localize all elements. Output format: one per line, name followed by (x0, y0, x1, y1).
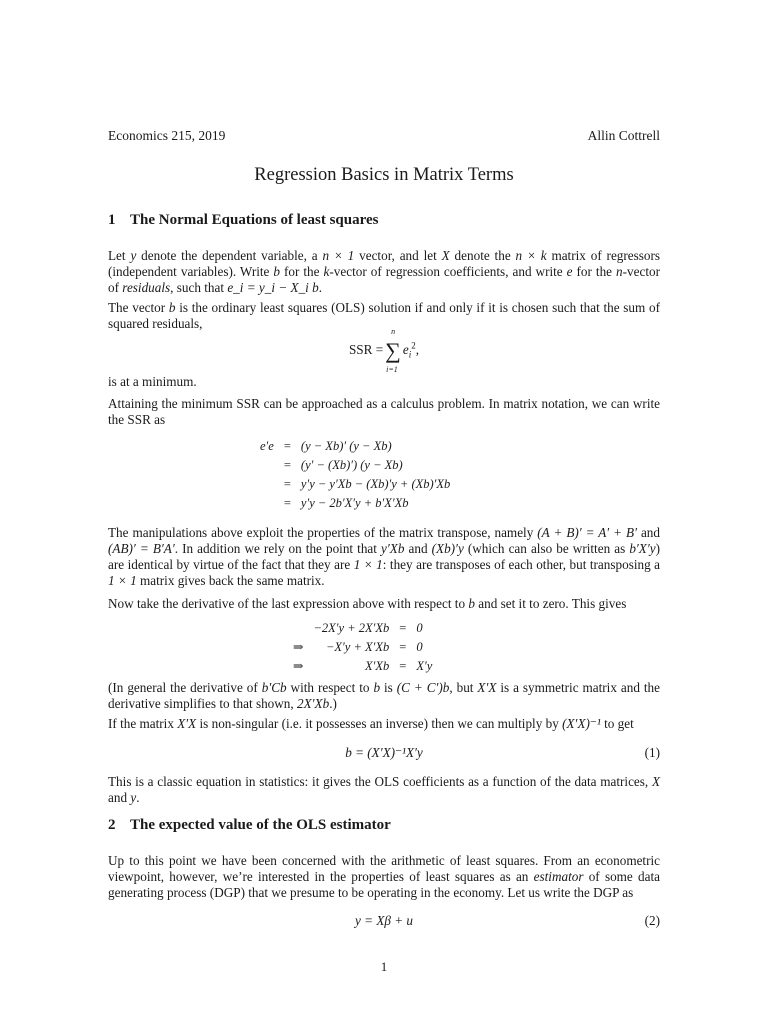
math: (A + B)′ = A′ + B′ (537, 525, 637, 540)
math: 2X′Xb (297, 696, 330, 711)
text: This is a classic equation in statistics: it gives the OLS coefficients as a function of the data matrices, (108, 774, 652, 789)
text: is a symmetric matrix and the derivative simplifies to that shown, (108, 680, 660, 711)
text: Up to this point we have been concerned with the arithmetic of least squares. From an econometric viewpoint, however, we’re interested in the properties of least squares as an (108, 853, 660, 884)
math: X (651, 774, 660, 789)
emphasis: residuals (122, 280, 171, 295)
text: and (404, 541, 432, 556)
math: (AB)′ = B′A′ (108, 541, 175, 556)
paragraph-minimum: is at a minimum. (108, 374, 197, 389)
text: vector, and let (354, 248, 442, 263)
text: -vector of (108, 264, 660, 295)
math: 1 × 1 (353, 557, 383, 572)
sum-symbol: ∑ n i=1 (385, 327, 401, 374)
text: .) (329, 696, 337, 711)
text: is the ordinary least squares (OLS) solution if and only if it is chosen such that the sum of squared residuals, (108, 300, 660, 331)
text: for the (280, 264, 324, 279)
math: y′Xb (381, 541, 405, 556)
paragraph-calculus: Attaining the minimum SSR can be approached as a calculus problem. In matrix notation, we can write the SSR as (108, 396, 660, 427)
running-header (108, 128, 660, 144)
equation-dgp: y = Xβ + u (354, 913, 414, 928)
text: (which can also be written as (463, 541, 630, 556)
equation-normal-equations (288, 619, 437, 676)
text: denote the (449, 248, 516, 263)
text: is non-singular (i.e. it possesses an inverse) then we can multiply by (196, 716, 563, 731)
text: matrix gives back the same matrix. (136, 573, 325, 588)
math: n × 1 (322, 248, 355, 263)
eq-rel: = (399, 659, 407, 673)
text: . In addition we rely on the point that (174, 541, 382, 556)
section-number: 2 (108, 817, 116, 833)
paragraph-inverse (108, 716, 660, 732)
equation-ols-estimator: b = (X′X)⁻¹X′y (345, 745, 423, 760)
equation-number: (2) (644, 913, 660, 928)
eq-rel: = (283, 477, 291, 491)
paragraph-derivative (108, 596, 660, 612)
math: 1 × 1 (108, 573, 137, 588)
implies-arrow: ⇒ (293, 659, 304, 673)
equation-ssr (0, 327, 768, 374)
text: is (380, 680, 397, 695)
eq-rel: = (399, 640, 407, 654)
paragraph-ols (108, 300, 660, 332)
superscript: 2 (411, 340, 416, 351)
paragraph-dgp (108, 853, 660, 901)
math: (C + C′)b (396, 680, 450, 695)
math: (X′X)⁻¹ (562, 716, 601, 731)
paragraph-transpose (108, 525, 660, 589)
text: The vector (108, 300, 169, 315)
eq-rhs: 0 (416, 640, 423, 654)
eq-rel: = (283, 439, 291, 453)
math: e (566, 264, 573, 279)
implies-arrow: ⇒ (293, 640, 304, 654)
math: (Xb)′y (431, 541, 464, 556)
text: of some data generating process (DGP) that we presume to be operating in the economy. Let us write the DGP as (108, 869, 660, 900)
text: : they are transposes of each other, but transposing a (382, 557, 661, 572)
eq-rhs: 0 (416, 621, 423, 635)
text: -vector of regression coefficients, and write (329, 264, 567, 279)
eq-lhs: X′Xb (365, 659, 390, 673)
text: , such that (170, 280, 228, 295)
eq-rhs: (y′ − (Xb)′) (y − Xb) (300, 458, 403, 472)
paragraph-definitions (108, 248, 660, 296)
text: matrix of regressors (independent variables). Write (108, 248, 661, 279)
text: . (136, 790, 140, 805)
text: for the (572, 264, 617, 279)
eq-lhs: −2X′y + 2X′Xb (313, 621, 390, 635)
paragraph-classic (108, 774, 660, 806)
math: b (168, 300, 176, 315)
text: and (636, 525, 660, 540)
math: b′X′y (629, 541, 656, 556)
section-title: The Normal Equations of least squares (130, 212, 379, 228)
emphasis: estimator (533, 869, 584, 884)
math: X′X (177, 716, 197, 731)
text: SSR = (348, 342, 384, 358)
text: , but (449, 680, 478, 695)
section-heading-2 (108, 817, 391, 834)
implies-arrow (288, 619, 308, 638)
math: e (402, 342, 409, 358)
eq-rel: = (399, 621, 407, 635)
math: k (323, 264, 330, 279)
section-heading-1 (108, 212, 379, 229)
text: to get (600, 716, 634, 731)
eq-rhs: y′y − y′Xb − (Xb)′y + (Xb)′Xb (300, 477, 451, 491)
eq-rel: = (283, 496, 291, 510)
subscript: i (408, 349, 412, 360)
eq-lhs (255, 475, 279, 494)
section-number: 1 (108, 212, 116, 228)
sum-upper-limit: n (391, 327, 396, 336)
eq-rel: = (283, 458, 291, 472)
author-name: Allin Cottrell (587, 128, 660, 143)
math: X′X (477, 680, 497, 695)
math: X (441, 248, 450, 263)
math: n × k (515, 248, 547, 263)
math: e_i = y_i − X_i b (227, 280, 319, 295)
text: The manipulations above exploit the properties of the matrix transpose, namely (108, 525, 538, 540)
text: , (415, 342, 420, 358)
paragraph-general-derivative (108, 680, 660, 712)
eq-lhs: e′e (260, 439, 274, 453)
math: y (130, 790, 137, 805)
text: denote the dependent variable, a (136, 248, 323, 263)
page-number: 1 (380, 959, 388, 974)
text: and set it to zero. This gives (474, 596, 627, 611)
math: b (273, 264, 280, 279)
eq-lhs (255, 494, 279, 513)
eq-lhs: −X′y + X′Xb (325, 640, 390, 654)
text: and (108, 790, 131, 805)
eq-rhs: (y − Xb)′ (y − Xb) (300, 439, 392, 453)
text: . (318, 280, 323, 295)
text: Let (108, 248, 131, 263)
paper-title: Regression Basics in Matrix Terms (254, 165, 514, 185)
math: y (130, 248, 137, 263)
eq-rhs: y′y − 2b′X′y + b′X′Xb (300, 496, 409, 510)
text: ) are identical by virtue of the fact that they are (108, 541, 660, 572)
sum-lower-limit: i=1 (386, 365, 398, 374)
math: b (468, 596, 475, 611)
section-title: The expected value of the OLS estimator (130, 817, 391, 833)
math: b (373, 680, 381, 695)
text: If the matrix (108, 716, 178, 731)
text: Now take the derivative of the last expression above with respect to (108, 596, 469, 611)
text: (In general the derivative of (108, 680, 262, 695)
course-label: Economics 215, 2019 (108, 128, 226, 143)
eq-rhs: X′y (416, 659, 433, 673)
eq-lhs (255, 456, 279, 475)
math: n (616, 264, 623, 279)
text: with respect to (286, 680, 374, 695)
equation-sse-expansion (255, 437, 455, 513)
math: b′Cb (261, 680, 287, 695)
equation-number: (1) (644, 745, 660, 760)
